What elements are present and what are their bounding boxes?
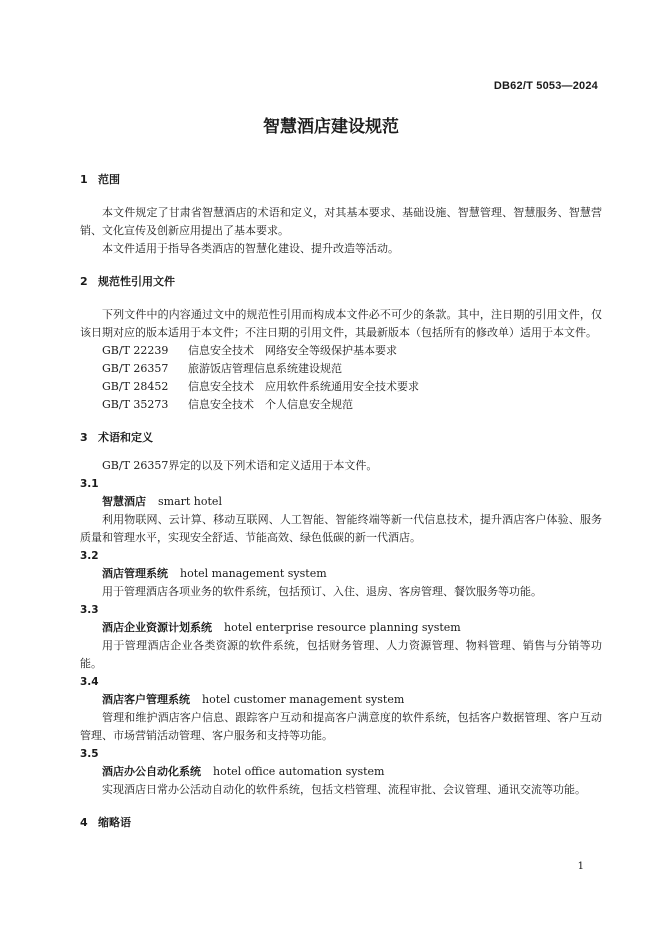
term-english: hotel enterprise resource planning system (224, 621, 461, 634)
term-definition: 利用物联网、云计算、移动互联网、人工智能、智能终端等新一代信息技术，提升酒店客户体验、服务质量和管理水平，实现安全舒适、节能高效、绿色低碳的新一代酒店。 (80, 513, 602, 544)
section-number: 3 (80, 431, 88, 444)
term-chinese: 智慧酒店 (102, 495, 146, 508)
section-number: 4 (80, 816, 88, 829)
reference-code: GB/T 22239 (102, 344, 169, 357)
term-heading (80, 691, 602, 709)
term-heading (80, 565, 602, 583)
term-heading (80, 763, 602, 781)
term-chinese: 酒店管理系统 (102, 567, 168, 580)
reference-name: 信息安全技术 应用软件系统通用安全技术要求 (188, 380, 419, 393)
section-title: 缩略语 (98, 816, 131, 829)
term-english: smart hotel (158, 495, 222, 508)
term-number: 3.4 (80, 676, 99, 688)
term-english: hotel customer management system (202, 693, 405, 706)
term-chinese: 酒店客户管理系统 (102, 693, 190, 706)
paragraph: GB/T 26357界定的以及下列术语和定义适用于本文件。 (102, 459, 378, 472)
term-english: hotel management system (180, 567, 327, 580)
section-heading (80, 170, 602, 190)
section-heading (80, 272, 602, 292)
section-title: 范围 (98, 173, 120, 186)
reference-item (80, 396, 602, 414)
reference-name: 信息安全技术 网络安全等级保护基本要求 (188, 344, 397, 357)
reference-name: 旅游饭店管理信息系统建设规范 (188, 362, 342, 375)
term-definition: 实现酒店日常办公活动自动化的软件系统，包括文档管理、流程审批、会议管理、通讯交流等功能。 (102, 783, 586, 796)
section-title: 规范性引用文件 (98, 275, 175, 288)
section-title: 术语和定义 (98, 431, 153, 444)
document-title: 智慧酒店建设规范 (263, 117, 399, 137)
paragraph: 下列文件中的内容通过文中的规范性引用而构成本文件必不可少的条款。其中，注日期的引用文件，仅该日期对应的版本适用于本文件；不注日期的引用文件，其最新版本（包括所有的修改单）适用于本文件。 (80, 308, 602, 339)
reference-code: GB/T 26357 (102, 362, 169, 375)
term-heading (80, 619, 602, 637)
term-number: 3.5 (80, 748, 99, 760)
reference-item (80, 342, 602, 360)
reference-item (80, 378, 602, 396)
section-heading (80, 813, 602, 833)
reference-code: GB/T 35273 (102, 398, 169, 411)
term-number: 3.3 (80, 604, 99, 616)
term-chinese: 酒店办公自动化系统 (102, 765, 201, 778)
term-heading (80, 493, 602, 511)
term-chinese: 酒店企业资源计划系统 (102, 621, 212, 634)
page-number: 1 (577, 861, 584, 872)
reference-name: 信息安全技术 个人信息安全规范 (188, 398, 353, 411)
term-definition: 用于管理酒店企业各类资源的软件系统，包括财务管理、人力资源管理、物料管理、销售与分销等功能。 (80, 639, 602, 670)
section-number: 1 (80, 173, 88, 186)
term-definition: 管理和维护酒店客户信息、跟踪客户互动和提高客户满意度的软件系统，包括客户数据管理、客户互动管理、市场营销活动管理、客户服务和支持等功能。 (80, 711, 602, 742)
section-number: 2 (80, 275, 88, 288)
document-body (80, 170, 602, 833)
term-english: hotel office automation system (213, 765, 385, 778)
term-number: 3.1 (80, 478, 99, 490)
document-code: DB62/T 5053—2024 (493, 80, 598, 92)
reference-code: GB/T 28452 (102, 380, 169, 393)
term-definition: 用于管理酒店各项业务的软件系统，包括预订、入住、退房、客房管理、餐饮服务等功能。 (102, 585, 542, 598)
paragraph: 本文件规定了甘肃省智慧酒店的术语和定义，对其基本要求、基础设施、智慧管理、智慧服务、智慧营销、文化宣传及创新应用提出了基本要求。 (80, 206, 602, 237)
term-number: 3.2 (80, 550, 99, 562)
section-heading (80, 428, 602, 448)
reference-item (80, 360, 602, 378)
paragraph: 本文件适用于指导各类酒店的智慧化建设、提升改造等活动。 (102, 242, 399, 255)
